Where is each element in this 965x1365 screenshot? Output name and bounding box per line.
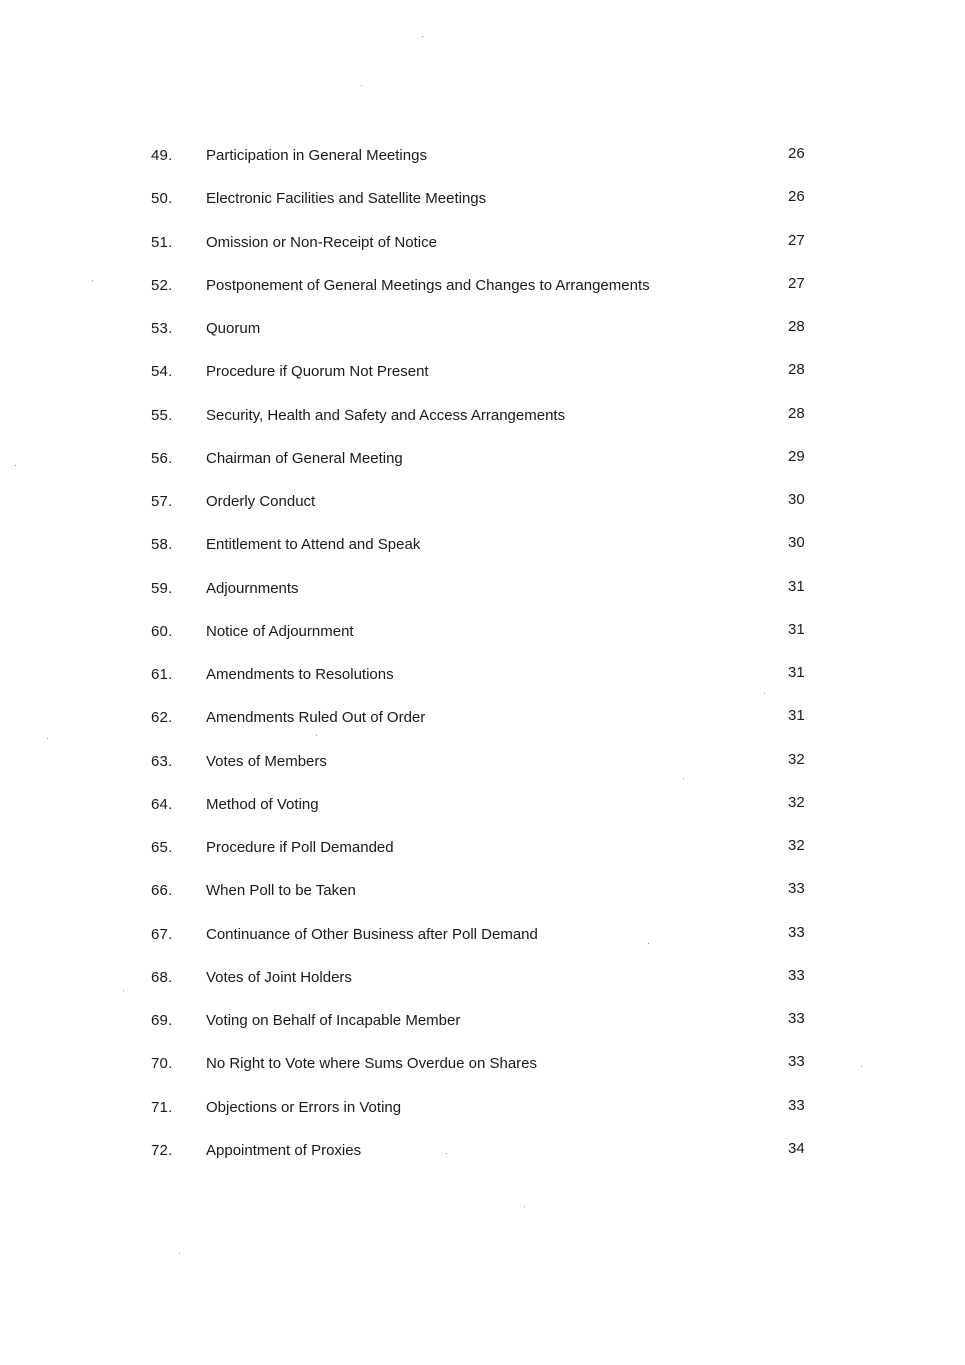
toc-entry-page-number: 28 <box>788 318 805 335</box>
scan-speck <box>179 1253 180 1254</box>
toc-entry <box>0 405 965 448</box>
toc-entry-number: 49. <box>151 147 173 164</box>
toc-entry-title: Procedure if Quorum Not Present <box>206 363 429 381</box>
toc-entry-title: Procedure if Poll Demanded <box>206 839 394 856</box>
toc-entry <box>0 880 965 923</box>
toc-entry-page-number: 32 <box>788 793 805 811</box>
toc-entry <box>0 751 965 794</box>
toc-entry-number: 51. <box>151 233 173 251</box>
toc-entry-title: Omission or Non-Receipt of Notice <box>206 233 437 251</box>
toc-entry-title: Votes of Joint Holders <box>206 968 352 986</box>
table-of-contents <box>0 145 965 1183</box>
toc-entry-title: Security, Health and Safety and Access Arrangements <box>206 406 566 424</box>
toc-entry-title: Continuance of Other Business after Poll Demand <box>206 925 538 943</box>
toc-entry-page-number: 32 <box>788 837 805 854</box>
toc-entry-page-number: 31 <box>788 620 805 638</box>
toc-entry <box>0 967 965 1010</box>
toc-entry-title: Voting on Behalf of Incapable Member <box>206 1012 461 1029</box>
toc-entry-page-number: 33 <box>788 880 805 898</box>
toc-entry-page-number: 27 <box>788 274 805 292</box>
toc-entry <box>0 1053 965 1096</box>
toc-entry-number: 56. <box>151 449 173 467</box>
toc-entry-number: 53. <box>151 320 173 337</box>
toc-entry <box>0 924 965 967</box>
toc-entry <box>0 534 965 577</box>
toc-entry-number: 57. <box>151 493 173 510</box>
toc-entry-title: Entitlement to Attend and Speak <box>206 536 421 554</box>
toc-entry <box>0 707 965 750</box>
toc-entry-title: Appointment of Proxies <box>206 1141 362 1159</box>
toc-entry <box>0 275 965 318</box>
toc-entry-number: 70. <box>151 1055 173 1073</box>
scan-speck <box>361 85 362 86</box>
toc-entry-number: 52. <box>151 276 173 294</box>
toc-entry-title: Quorum <box>206 320 261 337</box>
toc-entry-page-number: 30 <box>788 534 805 552</box>
toc-entry-page-number: 31 <box>788 664 805 681</box>
toc-entry-page-number: 34 <box>788 1139 805 1157</box>
toc-entry-number: 60. <box>151 622 173 640</box>
toc-entry <box>0 188 965 231</box>
scan-speck <box>524 1206 525 1207</box>
toc-entry-page-number: 27 <box>788 231 805 249</box>
toc-entry-number: 68. <box>151 968 173 986</box>
toc-entry-number: 64. <box>151 795 173 813</box>
toc-entry-number: 61. <box>151 666 173 683</box>
toc-entry-title: Electronic Facilities and Satellite Meetings <box>206 190 487 208</box>
toc-entry <box>0 1097 965 1140</box>
toc-entry-page-number: 26 <box>788 188 805 206</box>
toc-entry <box>0 232 965 275</box>
toc-entry <box>0 664 965 707</box>
toc-entry-title: No Right to Vote where Sums Overdue on Shares <box>206 1055 538 1073</box>
toc-entry-title: Amendments Ruled Out of Order <box>206 709 426 727</box>
toc-entry-number: 62. <box>151 709 173 727</box>
toc-entry-number: 55. <box>151 406 173 424</box>
toc-entry-page-number: 33 <box>788 923 805 941</box>
toc-entry-number: 71. <box>151 1098 173 1116</box>
toc-entry <box>0 491 965 534</box>
toc-entry-title: When Poll to be Taken <box>206 882 356 900</box>
toc-entry-number: 50. <box>151 190 173 208</box>
scan-speck <box>422 36 423 37</box>
toc-entry-number: 59. <box>151 579 173 597</box>
toc-entry-page-number: 32 <box>788 750 805 768</box>
toc-entry <box>0 1140 965 1183</box>
toc-entry-title: Adjournments <box>206 579 299 597</box>
toc-entry <box>0 1010 965 1053</box>
toc-entry-page-number: 28 <box>788 361 805 379</box>
toc-entry-number: 69. <box>151 1012 173 1029</box>
toc-entry-page-number: 33 <box>788 1096 805 1114</box>
toc-entry-title: Chairman of General Meeting <box>206 449 403 467</box>
toc-entry-page-number: 26 <box>788 145 805 162</box>
toc-entry-title: Objections or Errors in Voting <box>206 1098 402 1116</box>
toc-entry-page-number: 31 <box>788 707 805 725</box>
toc-entry-page-number: 33 <box>788 966 805 984</box>
toc-entry-page-number: 31 <box>788 577 805 595</box>
toc-entry <box>0 145 965 188</box>
toc-entry <box>0 448 965 491</box>
toc-entry-number: 65. <box>151 839 173 856</box>
toc-entry-page-number: 29 <box>788 447 805 465</box>
toc-entry-page-number: 30 <box>788 491 805 508</box>
toc-entry-number: 63. <box>151 752 173 770</box>
toc-entry-title: Orderly Conduct <box>206 493 316 510</box>
toc-entry-number: 66. <box>151 882 173 900</box>
toc-entry-title: Postponement of General Meetings and Changes to Arrangements <box>206 276 650 294</box>
toc-entry-number: 72. <box>151 1141 173 1159</box>
toc-entry <box>0 578 965 621</box>
toc-entry-title: Amendments to Resolutions <box>206 666 394 683</box>
toc-entry-title: Notice of Adjournment <box>206 622 354 640</box>
toc-entry-number: 67. <box>151 925 173 943</box>
toc-entry-title: Method of Voting <box>206 795 319 813</box>
toc-entry-page-number: 28 <box>788 404 805 422</box>
toc-entry-page-number: 33 <box>788 1053 805 1071</box>
toc-entry <box>0 794 965 837</box>
toc-entry <box>0 837 965 880</box>
toc-entry-number: 54. <box>151 363 173 381</box>
toc-entry-title: Participation in General Meetings <box>206 147 427 164</box>
toc-entry-number: 58. <box>151 536 173 554</box>
toc-entry-page-number: 33 <box>788 1010 805 1027</box>
toc-entry <box>0 361 965 404</box>
toc-entry-title: Votes of Members <box>206 752 327 770</box>
toc-entry <box>0 621 965 664</box>
toc-entry <box>0 318 965 361</box>
